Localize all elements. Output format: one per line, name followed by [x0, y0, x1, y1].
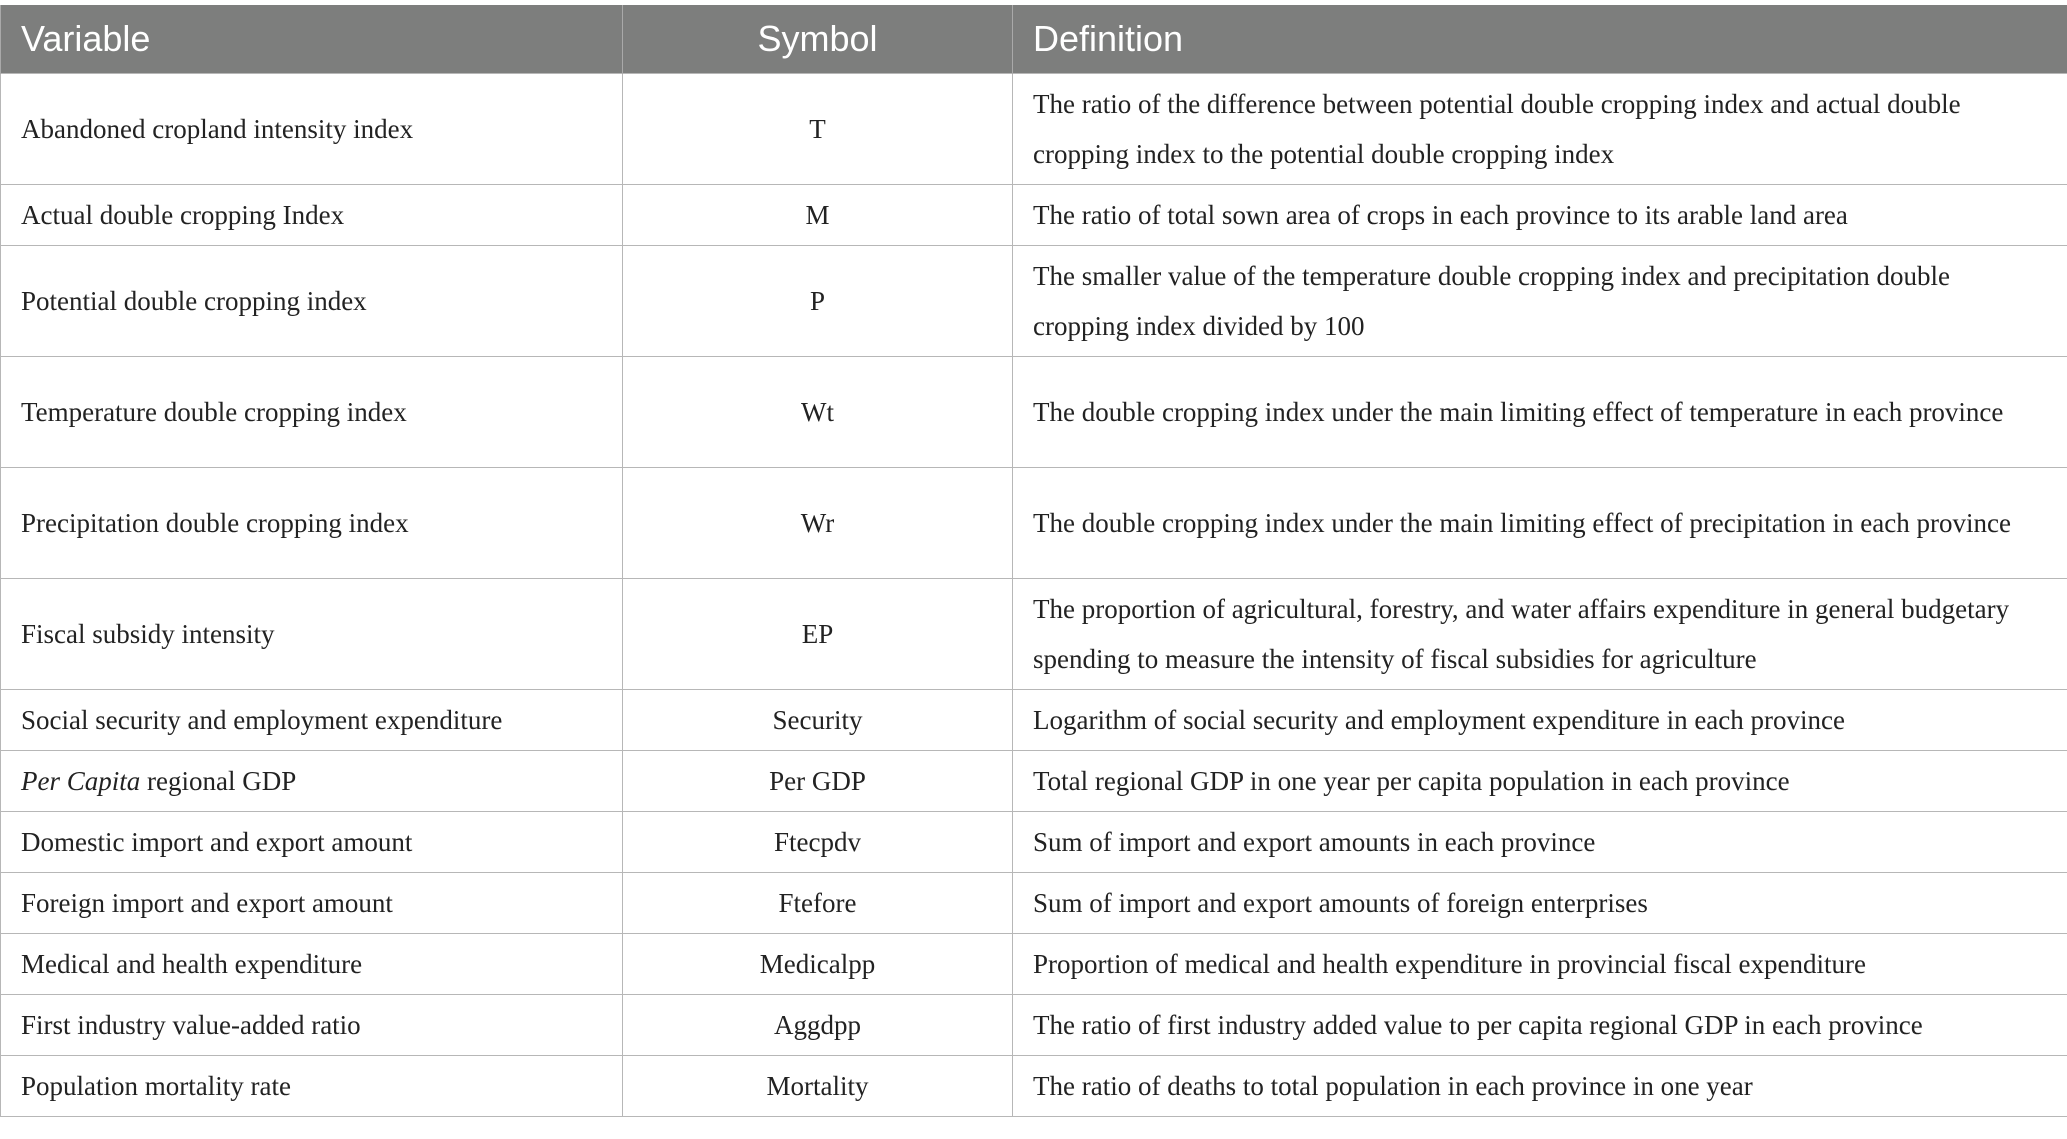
- cell-symbol: M: [623, 185, 1013, 246]
- cell-symbol: Aggdpp: [623, 995, 1013, 1056]
- cell-definition: Sum of import and export amounts in each province: [1013, 812, 2067, 873]
- cell-symbol: Mortality: [623, 1056, 1013, 1117]
- header-row: [1, 5, 2067, 74]
- cell-definition: The double cropping index under the main limiting effect of precipitation in each province: [1013, 468, 2067, 579]
- cell-definition: The ratio of total sown area of crops in each province to its arable land area: [1013, 185, 2067, 246]
- table-header: [1, 5, 2067, 74]
- cell-definition: The ratio of deaths to total population in each province in one year: [1013, 1056, 2067, 1117]
- cell-variable: Foreign import and export amount: [1, 873, 623, 934]
- cell-definition: The proportion of agricultural, forestry, and water affairs expenditure in general budgetary spending to measure the intensity of fiscal subsidies for agriculture: [1013, 579, 2067, 690]
- cell-symbol: T: [623, 74, 1013, 185]
- cell-definition: The ratio of first industry added value to per capita regional GDP in each province: [1013, 995, 2067, 1056]
- cell-variable: Temperature double cropping index: [1, 357, 623, 468]
- cell-definition: The ratio of the difference between potential double cropping index and actual double cropping index to the potential double cropping index: [1013, 74, 2067, 185]
- cell-variable: Medical and health expenditure: [1, 934, 623, 995]
- table-row: [1, 74, 2067, 185]
- cell-variable-rest: regional GDP: [140, 766, 297, 796]
- cell-definition: Proportion of medical and health expenditure in provincial fiscal expenditure: [1013, 934, 2067, 995]
- table-row: [1, 690, 2067, 751]
- cell-symbol: Ftefore: [623, 873, 1013, 934]
- cell-symbol: EP: [623, 579, 1013, 690]
- cell-symbol: Per GDP: [623, 751, 1013, 812]
- table-row: [1, 246, 2067, 357]
- cell-variable: Potential double cropping index: [1, 246, 623, 357]
- header-symbol: Symbol: [623, 5, 1013, 74]
- header-variable: Variable: [1, 5, 623, 74]
- table-row: [1, 873, 2067, 934]
- cell-variable: Fiscal subsidy intensity: [1, 579, 623, 690]
- cell-definition: Sum of import and export amounts of foreign enterprises: [1013, 873, 2067, 934]
- table-row: [1, 357, 2067, 468]
- cell-symbol: Wr: [623, 468, 1013, 579]
- table-body: [1, 74, 2067, 1117]
- cell-symbol: Wt: [623, 357, 1013, 468]
- table-row: [1, 468, 2067, 579]
- cell-variable: [1, 751, 623, 812]
- cell-definition: The double cropping index under the main limiting effect of temperature in each province: [1013, 357, 2067, 468]
- variables-table: [0, 5, 2067, 1117]
- table-row: [1, 579, 2067, 690]
- cell-definition: Total regional GDP in one year per capita population in each province: [1013, 751, 2067, 812]
- table-row: [1, 1056, 2067, 1117]
- table-row: [1, 934, 2067, 995]
- cell-definition: Logarithm of social security and employment expenditure in each province: [1013, 690, 2067, 751]
- cell-variable: Domestic import and export amount: [1, 812, 623, 873]
- table-row: [1, 812, 2067, 873]
- cell-variable: Precipitation double cropping index: [1, 468, 623, 579]
- cell-symbol: P: [623, 246, 1013, 357]
- table-row: [1, 185, 2067, 246]
- cell-definition: The smaller value of the temperature double cropping index and precipitation double cropping index divided by 100: [1013, 246, 2067, 357]
- cell-variable: Actual double cropping Index: [1, 185, 623, 246]
- cell-symbol: Ftecpdv: [623, 812, 1013, 873]
- cell-variable: Abandoned cropland intensity index: [1, 74, 623, 185]
- cell-variable-italic: Per Capita: [21, 766, 141, 796]
- table-row: [1, 751, 2067, 812]
- cell-variable: Population mortality rate: [1, 1056, 623, 1117]
- variables-table-container: [0, 5, 2067, 1117]
- cell-symbol: Medicalpp: [623, 934, 1013, 995]
- cell-variable: Social security and employment expenditure: [1, 690, 623, 751]
- table-row: [1, 995, 2067, 1056]
- cell-variable: First industry value-added ratio: [1, 995, 623, 1056]
- cell-symbol: Security: [623, 690, 1013, 751]
- header-definition: Definition: [1013, 5, 2067, 74]
